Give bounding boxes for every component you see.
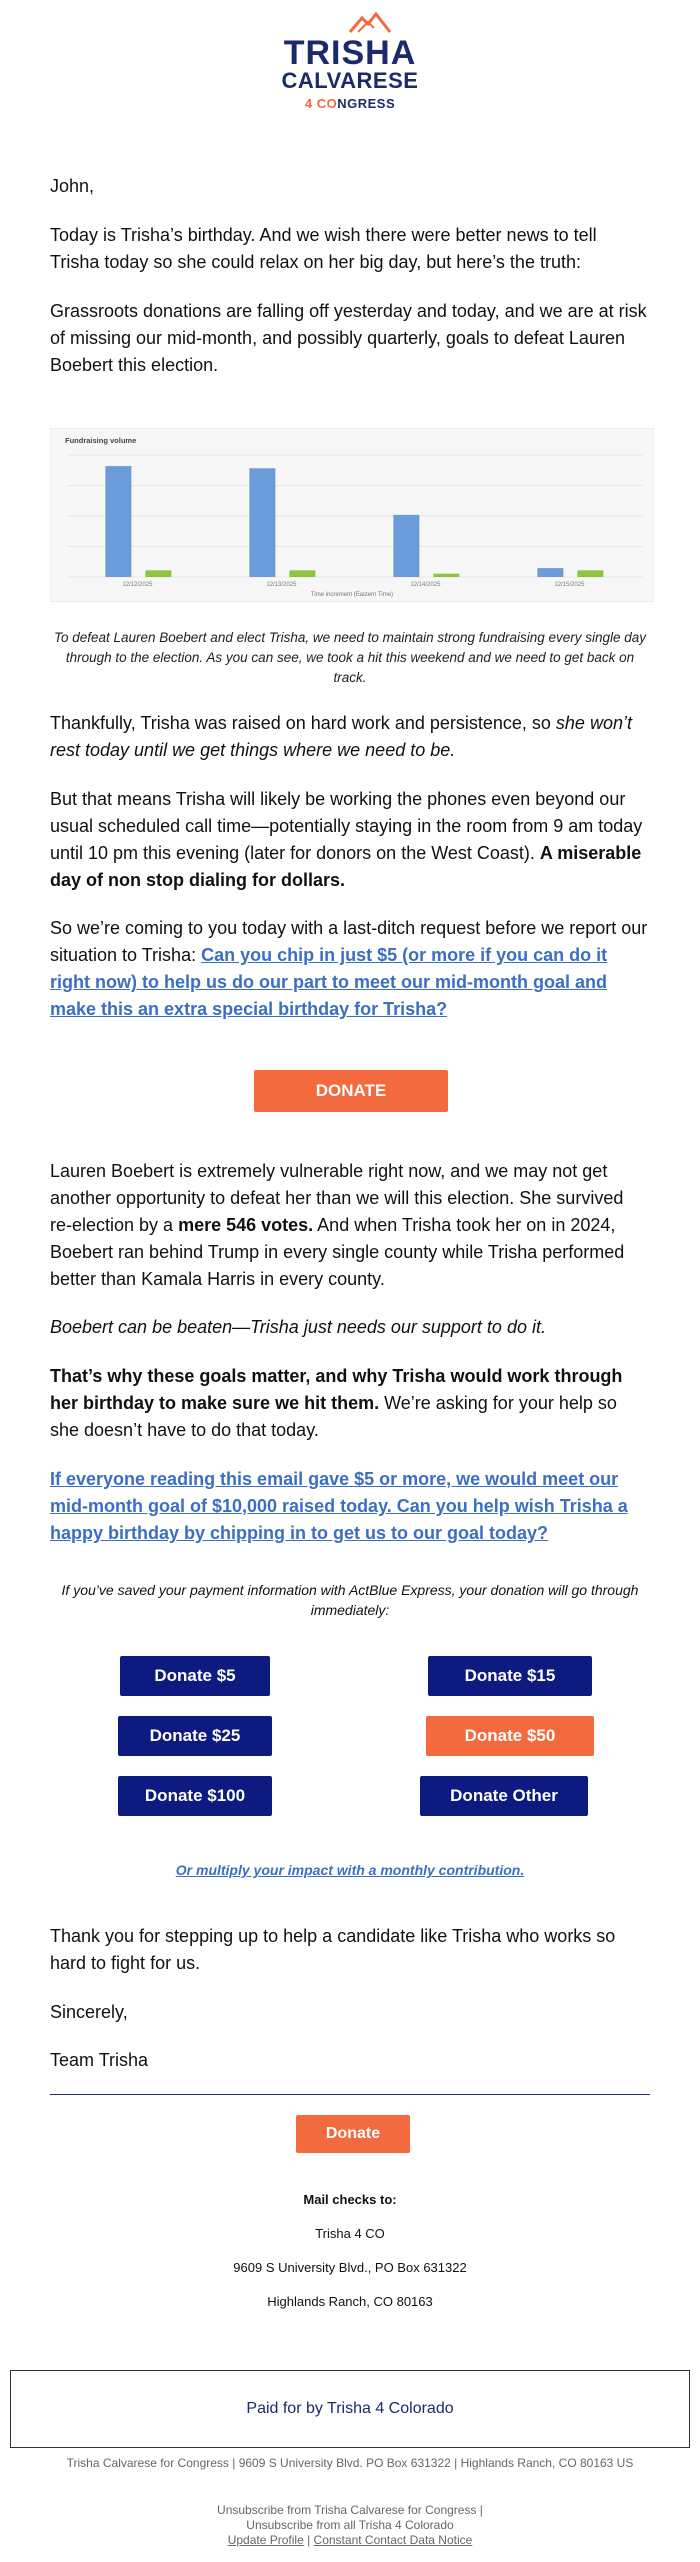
signature: Team Trisha	[50, 2050, 149, 2070]
greeting: John,	[50, 176, 95, 196]
logo-line-congress: 4 CONGRESS	[304, 96, 396, 111]
update-profile-link[interactable]: Update Profile	[227, 2533, 304, 2547]
paragraph-goals-matter: That’s why these goals matter, and why Trisha would work through her birthday to make sure we hit them. We’re asking for your help so she doesn’t have to do that today.	[50, 1366, 623, 1440]
chart-bar	[577, 570, 603, 577]
mail-city: Highlands Ranch, CO 80163	[267, 2294, 433, 2309]
chart-x-axis-label: Time increment (Eastern Time)	[310, 592, 394, 598]
chart-bar	[249, 468, 275, 577]
divider	[50, 2094, 650, 2095]
chart-x-tick-label: 12/14/2025	[410, 582, 441, 588]
unsubscribe-campaign-link[interactable]: Unsubscribe from Trisha Calvarese for Congress |	[217, 2503, 483, 2517]
donate-main-button[interactable]: DONATE	[254, 1070, 448, 1112]
unsubscribe-all-link[interactable]: Unsubscribe from all Trisha 4 Colorado	[246, 2518, 454, 2532]
donate-15-button[interactable]: Donate $15	[428, 1656, 592, 1696]
paragraph-thanks: Thank you for stepping up to help a candidate like Trisha who works so hard to fight for us.	[50, 1926, 616, 1973]
chart-x-tick-label: 12/15/2025	[554, 582, 585, 588]
logo-line-trisha: TRISHA	[283, 34, 417, 72]
chart-bar	[537, 568, 563, 577]
monthly-contribution-link[interactable]: Or multiply your impact with a monthly contribution.	[175, 1862, 525, 1878]
chart-bar	[145, 570, 171, 577]
donate-100-button[interactable]: Donate $100	[118, 1776, 272, 1816]
paragraph-call-time: But that means Trisha will likely be working the phones even beyond our usual scheduled call time—potentially staying in the room from 9 am today until 10 pm this evening (later for donors on the West Coast). A miserable day of non stop dialing for dollars.	[50, 789, 643, 890]
chart-caption: To defeat Lauren Boebert and elect Trisha, we need to maintain strong fundraising every single day through to the election. As you can see, we took a hit this weekend and we need to get back on track.	[53, 630, 647, 685]
goal-link[interactable]: If everyone reading this email gave $5 or more, we would meet our mid-month goal of $10,000 raised today. Can you help wish Trisha a happy birthday by chipping in to get us to our goal today?	[50, 1469, 628, 1543]
actblue-note: If you’ve saved your payment information with ActBlue Express, your donation will go through immediately:	[61, 1582, 639, 1618]
fundraising-chart	[50, 428, 654, 602]
paid-for-text: Paid for by Trisha 4 Colorado	[246, 2400, 454, 2417]
paragraph-intro: Today is Trisha’s birthday. And we wish there were better news to tell Trisha today so she could relax on her big day, but here’s the truth:	[50, 225, 597, 272]
chart-bar	[289, 570, 315, 577]
paragraph-hard-work: Thankfully, Trisha was raised on hard work and persistence, so she won’t rest today until we get things where we need to be.	[50, 713, 632, 760]
mail-heading: Mail checks to:	[303, 2192, 397, 2207]
donate-50-button[interactable]: Donate $50	[426, 1716, 594, 1756]
paragraph-beaten: Boebert can be beaten—Trisha just needs our support to do it.	[50, 1317, 546, 1337]
data-notice-link[interactable]: Constant Contact Data Notice	[313, 2533, 473, 2547]
paragraph-goal-link	[50, 1466, 650, 1547]
paragraph-donations-falling: Grassroots donations are falling off yesterday and today, and we are at risk of missing our mid-month, and possibly quarterly, goals to defeat Lauren Boebert this election.	[50, 301, 647, 375]
donate-footer-button[interactable]: Donate	[296, 2115, 410, 2153]
chart-bar	[105, 466, 131, 577]
paragraph-last-ditch: So we’re coming to you today with a last-ditch request before we report our situation to Trisha: Can you chip in just $5 (or more if you can do it right now) to help us do our part to meet our mid-month goal and make this an extra special birthday for Trisha?	[50, 918, 648, 1019]
footer-address: Trisha Calvarese for Congress | 9609 S University Blvd. PO Box 631322 | Highlands Ranch, CO 80163 US	[66, 2456, 634, 2470]
logo-line-calvarese: CALVARESE	[281, 68, 419, 93]
paid-for-box	[10, 2370, 690, 2448]
chart-bar	[433, 574, 459, 577]
donate-5-button[interactable]: Donate $5	[120, 1656, 270, 1696]
chart-x-tick-label: 12/13/2025	[266, 582, 297, 588]
chart-title: Fundraising volume	[65, 436, 137, 445]
mountain-icon	[348, 12, 392, 34]
sign-off: Sincerely,	[50, 2002, 128, 2022]
chip-in-link[interactable]: Can you chip in just $5 (or more if you can do it right now) to help us do our part to meet our mid-month goal and make this an extra special birthday for Trisha?	[50, 945, 608, 1019]
mail-name: Trisha 4 CO	[315, 2226, 385, 2241]
mail-street: 9609 S University Blvd., PO Box 631322	[233, 2260, 467, 2275]
fundraising-chart-svg	[51, 429, 653, 601]
paragraph-boebert-vulnerable: Lauren Boebert is extremely vulnerable right now, and we may not get another opportunity to defeat her than we will this election. She survived re-election by a mere 546 votes. And when Trisha took her on in 2024, Boebert ran behind Trump in every single county while Trisha performed better than Kamala Harris in every county.	[50, 1161, 625, 1289]
chart-bar	[393, 515, 419, 577]
donate-other-button[interactable]: Donate Other	[420, 1776, 588, 1816]
donate-25-button[interactable]: Donate $25	[118, 1716, 272, 1756]
campaign-logo	[0, 8, 700, 118]
footer-links: Update Profile | Constant Contact Data Notice	[227, 2533, 473, 2547]
monthly-contribution-wrap	[0, 1862, 700, 1878]
chart-x-tick-label: 12/12/2025	[122, 582, 153, 588]
